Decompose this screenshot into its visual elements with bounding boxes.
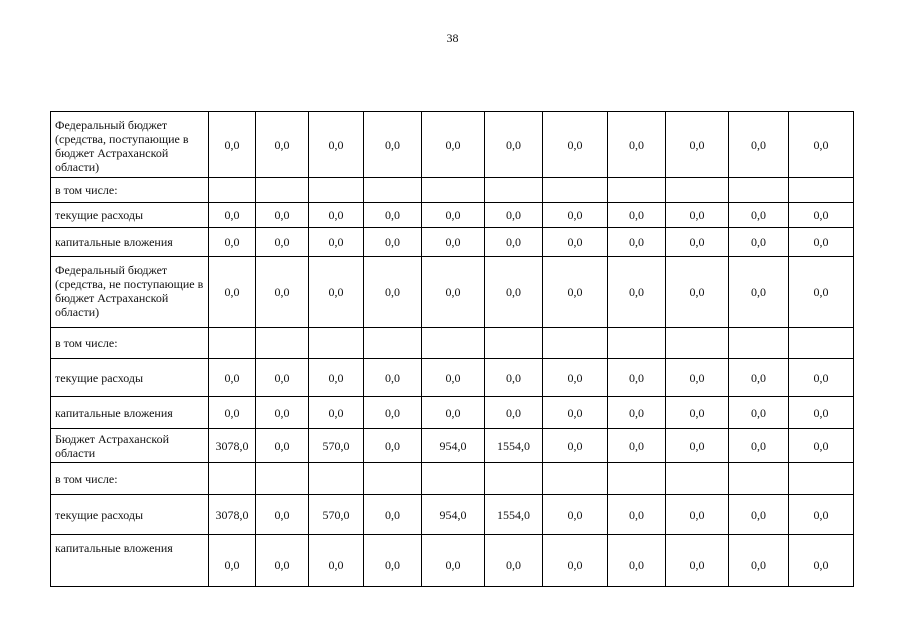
value-cell: 0,0 <box>608 257 666 328</box>
value-cell: 0,0 <box>608 228 666 257</box>
value-cell: 0,0 <box>309 228 364 257</box>
value-cell: 0,0 <box>422 228 485 257</box>
value-cell: 0,0 <box>364 495 422 535</box>
value-cell: 1554,0 <box>485 495 543 535</box>
value-cell <box>608 463 666 495</box>
value-cell: 954,0 <box>422 495 485 535</box>
row-label: капитальные вложения <box>51 397 209 429</box>
table-row <box>51 397 854 429</box>
value-cell: 0,0 <box>209 535 256 587</box>
row-label: капитальные вложения <box>51 535 209 587</box>
value-cell: 0,0 <box>608 397 666 429</box>
value-cell: 0,0 <box>256 429 309 463</box>
value-cell: 0,0 <box>256 495 309 535</box>
value-cell <box>485 463 543 495</box>
value-cell: 3078,0 <box>209 429 256 463</box>
value-cell: 0,0 <box>729 535 789 587</box>
value-cell: 0,0 <box>789 397 854 429</box>
value-cell: 0,0 <box>256 112 309 178</box>
value-cell: 0,0 <box>666 495 729 535</box>
value-cell: 0,0 <box>543 359 608 397</box>
value-cell: 0,0 <box>256 203 309 228</box>
row-label: текущие расходы <box>51 203 209 228</box>
value-cell: 0,0 <box>789 359 854 397</box>
value-cell: 0,0 <box>485 359 543 397</box>
value-cell: 0,0 <box>256 397 309 429</box>
value-cell: 0,0 <box>729 203 789 228</box>
value-cell: 0,0 <box>608 112 666 178</box>
row-label: Федеральный бюджет (средства, поступающие в бюджет Астраханской области) <box>51 112 209 178</box>
value-cell: 0,0 <box>666 429 729 463</box>
value-cell: 0,0 <box>729 359 789 397</box>
value-cell <box>256 463 309 495</box>
value-cell: 0,0 <box>209 359 256 397</box>
value-cell: 0,0 <box>543 203 608 228</box>
value-cell: 0,0 <box>209 228 256 257</box>
value-cell: 0,0 <box>789 203 854 228</box>
value-cell: 0,0 <box>729 257 789 328</box>
value-cell: 0,0 <box>422 257 485 328</box>
table-row <box>51 257 854 328</box>
value-cell <box>729 328 789 359</box>
value-cell: 0,0 <box>485 397 543 429</box>
value-cell <box>364 328 422 359</box>
row-label: текущие расходы <box>51 359 209 397</box>
value-cell: 0,0 <box>364 397 422 429</box>
value-cell: 0,0 <box>422 397 485 429</box>
value-cell: 0,0 <box>364 535 422 587</box>
value-cell <box>789 463 854 495</box>
value-cell: 0,0 <box>485 535 543 587</box>
table-row <box>51 228 854 257</box>
value-cell <box>309 178 364 203</box>
value-cell: 0,0 <box>543 112 608 178</box>
row-label: в том числе: <box>51 328 209 359</box>
value-cell: 0,0 <box>485 257 543 328</box>
value-cell: 954,0 <box>422 429 485 463</box>
value-cell: 570,0 <box>309 429 364 463</box>
value-cell <box>608 328 666 359</box>
value-cell: 0,0 <box>422 359 485 397</box>
table-row <box>51 535 854 587</box>
value-cell: 0,0 <box>309 112 364 178</box>
value-cell: 0,0 <box>256 359 309 397</box>
value-cell <box>543 178 608 203</box>
value-cell: 0,0 <box>543 228 608 257</box>
value-cell: 0,0 <box>256 535 309 587</box>
value-cell <box>666 178 729 203</box>
table-row <box>51 463 854 495</box>
value-cell: 0,0 <box>543 429 608 463</box>
value-cell: 0,0 <box>729 228 789 257</box>
value-cell: 0,0 <box>608 495 666 535</box>
value-cell <box>422 328 485 359</box>
value-cell: 0,0 <box>729 495 789 535</box>
value-cell <box>256 328 309 359</box>
value-cell: 0,0 <box>209 257 256 328</box>
value-cell: 0,0 <box>729 429 789 463</box>
value-cell <box>608 178 666 203</box>
value-cell: 0,0 <box>485 112 543 178</box>
value-cell: 0,0 <box>608 203 666 228</box>
value-cell <box>309 328 364 359</box>
value-cell: 0,0 <box>666 228 729 257</box>
value-cell: 0,0 <box>209 203 256 228</box>
value-cell: 0,0 <box>364 257 422 328</box>
table-row <box>51 429 854 463</box>
value-cell: 0,0 <box>485 203 543 228</box>
value-cell: 0,0 <box>209 397 256 429</box>
value-cell: 0,0 <box>789 257 854 328</box>
value-cell: 570,0 <box>309 495 364 535</box>
value-cell <box>364 178 422 203</box>
value-cell: 0,0 <box>309 535 364 587</box>
value-cell: 0,0 <box>789 429 854 463</box>
value-cell: 0,0 <box>729 112 789 178</box>
row-label: Федеральный бюджет (средства, не поступающие в бюджет Астраханской области) <box>51 257 209 328</box>
table-row <box>51 328 854 359</box>
value-cell: 0,0 <box>364 359 422 397</box>
value-cell: 0,0 <box>364 429 422 463</box>
value-cell: 0,0 <box>543 397 608 429</box>
value-cell: 0,0 <box>309 257 364 328</box>
value-cell <box>543 328 608 359</box>
row-label: текущие расходы <box>51 495 209 535</box>
table-row <box>51 178 854 203</box>
value-cell: 0,0 <box>666 397 729 429</box>
value-cell: 0,0 <box>543 535 608 587</box>
value-cell <box>209 328 256 359</box>
value-cell: 0,0 <box>666 535 729 587</box>
value-cell <box>309 463 364 495</box>
value-cell <box>485 328 543 359</box>
row-label: в том числе: <box>51 463 209 495</box>
value-cell <box>485 178 543 203</box>
value-cell <box>422 178 485 203</box>
value-cell: 3078,0 <box>209 495 256 535</box>
page-number: 38 <box>446 31 459 45</box>
table-row <box>51 112 854 178</box>
value-cell <box>364 463 422 495</box>
value-cell <box>256 178 309 203</box>
value-cell: 0,0 <box>789 495 854 535</box>
table-row <box>51 495 854 535</box>
row-label: Бюджет Астраханской области <box>51 429 209 463</box>
row-label: капитальные вложения <box>51 228 209 257</box>
value-cell: 1554,0 <box>485 429 543 463</box>
value-cell: 0,0 <box>666 257 729 328</box>
value-cell: 0,0 <box>666 112 729 178</box>
table-row <box>51 359 854 397</box>
value-cell: 0,0 <box>608 535 666 587</box>
value-cell: 0,0 <box>309 397 364 429</box>
value-cell: 0,0 <box>543 495 608 535</box>
value-cell: 0,0 <box>309 203 364 228</box>
value-cell: 0,0 <box>256 257 309 328</box>
value-cell: 0,0 <box>256 228 309 257</box>
value-cell <box>789 178 854 203</box>
budget-table <box>50 111 854 587</box>
table-row <box>51 203 854 228</box>
value-cell <box>729 178 789 203</box>
value-cell: 0,0 <box>789 535 854 587</box>
value-cell: 0,0 <box>309 359 364 397</box>
value-cell: 0,0 <box>666 359 729 397</box>
value-cell: 0,0 <box>543 257 608 328</box>
value-cell <box>789 328 854 359</box>
value-cell: 0,0 <box>422 203 485 228</box>
value-cell: 0,0 <box>485 228 543 257</box>
value-cell: 0,0 <box>364 112 422 178</box>
value-cell <box>422 463 485 495</box>
value-cell <box>666 328 729 359</box>
value-cell <box>729 463 789 495</box>
value-cell <box>666 463 729 495</box>
value-cell: 0,0 <box>209 112 256 178</box>
value-cell: 0,0 <box>364 228 422 257</box>
value-cell: 0,0 <box>364 203 422 228</box>
row-label: в том числе: <box>51 178 209 203</box>
value-cell: 0,0 <box>666 203 729 228</box>
value-cell: 0,0 <box>422 112 485 178</box>
value-cell: 0,0 <box>789 228 854 257</box>
value-cell <box>209 178 256 203</box>
value-cell <box>209 463 256 495</box>
value-cell: 0,0 <box>789 112 854 178</box>
value-cell: 0,0 <box>608 359 666 397</box>
value-cell: 0,0 <box>422 535 485 587</box>
value-cell <box>543 463 608 495</box>
value-cell: 0,0 <box>729 397 789 429</box>
value-cell: 0,0 <box>608 429 666 463</box>
